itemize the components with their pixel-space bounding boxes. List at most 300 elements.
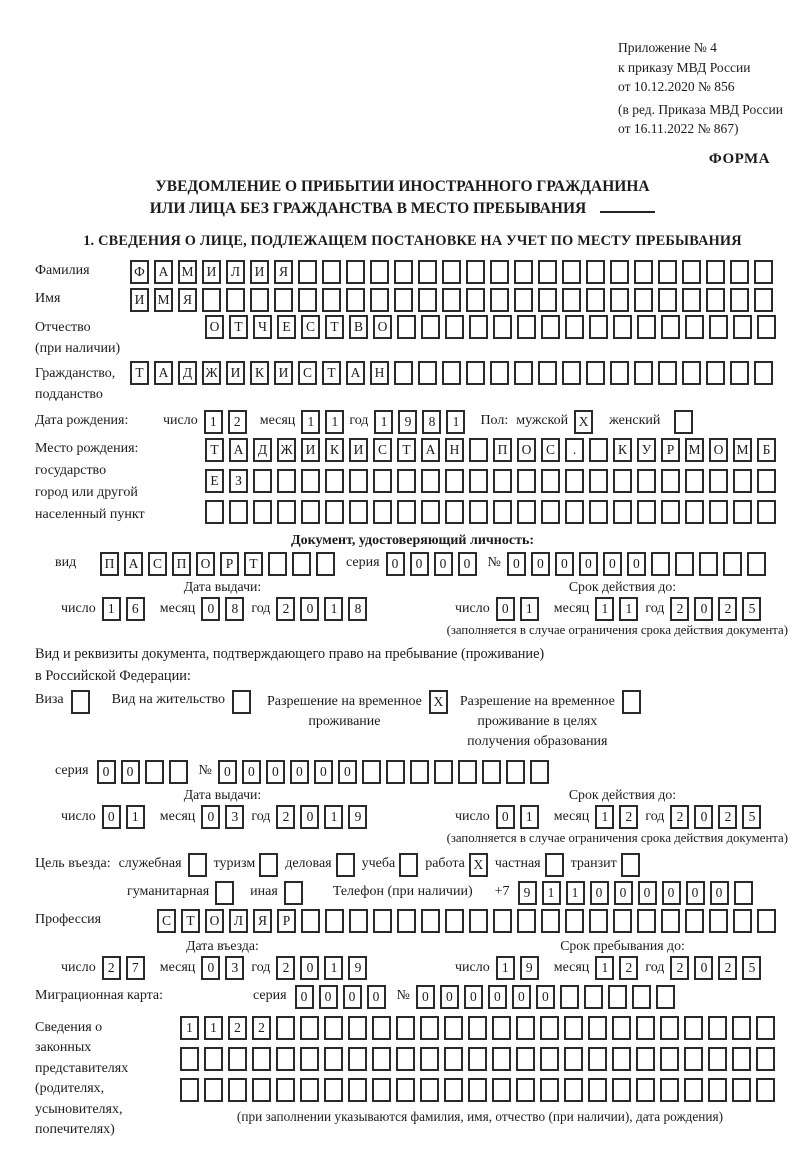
char-cell[interactable] [586, 361, 605, 385]
char-cell[interactable] [661, 315, 680, 339]
char-cell[interactable]: 0 [319, 985, 338, 1009]
char-cell[interactable]: 9 [518, 881, 537, 905]
char-cell[interactable]: 5 [742, 956, 761, 980]
char-cell[interactable]: 1 [324, 956, 343, 980]
char-cell[interactable]: 0 [694, 956, 713, 980]
char-cell[interactable]: Т [181, 909, 200, 933]
char-cell[interactable] [540, 1016, 559, 1040]
char-cell[interactable] [540, 1047, 559, 1071]
checkbox-work[interactable]: X [469, 853, 488, 877]
char-cell[interactable] [420, 1078, 439, 1102]
char-cell[interactable]: 0 [410, 552, 429, 576]
char-cell[interactable]: 0 [458, 552, 477, 576]
char-cell[interactable]: Т [244, 552, 263, 576]
char-cell[interactable]: 1 [619, 597, 638, 621]
char-cell[interactable] [517, 469, 536, 493]
char-cell[interactable] [685, 909, 704, 933]
char-cell[interactable] [565, 909, 584, 933]
char-cell[interactable]: И [202, 260, 221, 284]
char-cell[interactable]: 8 [225, 597, 244, 621]
char-cell[interactable]: 1 [374, 410, 393, 434]
char-cell[interactable]: 9 [398, 410, 417, 434]
char-cell[interactable] [324, 1016, 343, 1040]
char-cell[interactable] [586, 260, 605, 284]
char-cell[interactable] [682, 260, 701, 284]
char-cell[interactable] [586, 288, 605, 312]
char-cell[interactable] [421, 315, 440, 339]
char-cell[interactable] [349, 909, 368, 933]
char-cell[interactable]: О [205, 315, 224, 339]
char-cell[interactable] [253, 500, 272, 524]
char-cell[interactable] [276, 1047, 295, 1071]
char-cell[interactable] [709, 909, 728, 933]
char-cell[interactable] [732, 1047, 751, 1071]
char-cell[interactable]: И [301, 438, 320, 462]
char-cell[interactable]: 0 [590, 881, 609, 905]
char-cell[interactable]: 1 [126, 805, 145, 829]
char-cell[interactable] [541, 500, 560, 524]
char-cell[interactable] [732, 1016, 751, 1040]
char-cell[interactable] [517, 500, 536, 524]
char-cell[interactable] [757, 469, 776, 493]
char-cell[interactable]: И [349, 438, 368, 462]
char-cell[interactable]: 0 [295, 985, 314, 1009]
char-cell[interactable] [442, 361, 461, 385]
char-cell[interactable] [699, 552, 718, 576]
char-cell[interactable]: О [205, 909, 224, 933]
char-cell[interactable] [396, 1016, 415, 1040]
char-cell[interactable] [708, 1047, 727, 1071]
char-cell[interactable] [632, 985, 651, 1009]
char-cell[interactable]: 0 [300, 805, 319, 829]
char-cell[interactable] [538, 260, 557, 284]
char-cell[interactable] [660, 1078, 679, 1102]
char-cell[interactable]: 0 [686, 881, 705, 905]
char-cell[interactable] [373, 909, 392, 933]
char-cell[interactable] [682, 361, 701, 385]
char-cell[interactable]: Е [277, 315, 296, 339]
char-cell[interactable]: 5 [742, 805, 761, 829]
char-cell[interactable]: 2 [276, 805, 295, 829]
char-cell[interactable]: Т [322, 361, 341, 385]
char-cell[interactable] [564, 1016, 583, 1040]
char-cell[interactable] [421, 909, 440, 933]
char-cell[interactable] [145, 760, 164, 784]
char-cell[interactable] [756, 1016, 775, 1040]
char-cell[interactable]: Т [325, 315, 344, 339]
char-cell[interactable] [301, 500, 320, 524]
char-cell[interactable]: К [250, 361, 269, 385]
char-cell[interactable] [637, 315, 656, 339]
char-cell[interactable]: 0 [440, 985, 459, 1009]
char-cell[interactable] [706, 361, 725, 385]
char-cell[interactable] [252, 1078, 271, 1102]
char-cell[interactable]: О [373, 315, 392, 339]
char-cell[interactable]: 0 [102, 805, 121, 829]
char-cell[interactable] [541, 315, 560, 339]
char-cell[interactable] [324, 1078, 343, 1102]
char-cell[interactable]: Т [130, 361, 149, 385]
char-cell[interactable]: С [373, 438, 392, 462]
char-cell[interactable]: 2 [276, 597, 295, 621]
char-cell[interactable]: 0 [201, 805, 220, 829]
char-cell[interactable]: А [124, 552, 143, 576]
char-cell[interactable] [277, 469, 296, 493]
checkbox-humanitarian[interactable] [215, 881, 234, 905]
char-cell[interactable] [516, 1047, 535, 1071]
char-cell[interactable]: 0 [338, 760, 357, 784]
char-cell[interactable]: 0 [343, 985, 362, 1009]
char-cell[interactable]: 0 [662, 881, 681, 905]
char-cell[interactable]: С [148, 552, 167, 576]
char-cell[interactable]: 0 [507, 552, 526, 576]
char-cell[interactable]: А [154, 260, 173, 284]
char-cell[interactable] [660, 1047, 679, 1071]
char-cell[interactable]: А [229, 438, 248, 462]
char-cell[interactable]: 0 [218, 760, 237, 784]
char-cell[interactable] [754, 288, 773, 312]
char-cell[interactable] [397, 469, 416, 493]
char-cell[interactable] [730, 361, 749, 385]
char-cell[interactable] [757, 909, 776, 933]
char-cell[interactable]: 0 [416, 985, 435, 1009]
char-cell[interactable]: Ф [130, 260, 149, 284]
char-cell[interactable]: 0 [434, 552, 453, 576]
char-cell[interactable]: 2 [718, 597, 737, 621]
char-cell[interactable]: 0 [694, 597, 713, 621]
char-cell[interactable]: 1 [324, 805, 343, 829]
char-cell[interactable] [634, 288, 653, 312]
char-cell[interactable]: 1 [520, 805, 539, 829]
char-cell[interactable] [733, 469, 752, 493]
char-cell[interactable] [661, 909, 680, 933]
char-cell[interactable]: 1 [520, 597, 539, 621]
char-cell[interactable]: А [421, 438, 440, 462]
char-cell[interactable]: К [325, 438, 344, 462]
char-cell[interactable] [588, 1078, 607, 1102]
char-cell[interactable]: М [733, 438, 752, 462]
char-cell[interactable]: 1 [595, 956, 614, 980]
char-cell[interactable]: 0 [201, 956, 220, 980]
char-cell[interactable] [685, 315, 704, 339]
checkbox-tourism[interactable] [259, 853, 278, 877]
char-cell[interactable]: Р [277, 909, 296, 933]
char-cell[interactable]: Т [397, 438, 416, 462]
char-cell[interactable] [564, 1078, 583, 1102]
checkbox-private[interactable] [545, 853, 564, 877]
char-cell[interactable] [322, 288, 341, 312]
char-cell[interactable] [684, 1016, 703, 1040]
char-cell[interactable] [386, 760, 405, 784]
char-cell[interactable] [661, 500, 680, 524]
char-cell[interactable]: О [517, 438, 536, 462]
char-cell[interactable]: Я [274, 260, 293, 284]
char-cell[interactable] [394, 260, 413, 284]
char-cell[interactable]: 8 [422, 410, 441, 434]
char-cell[interactable] [540, 1078, 559, 1102]
char-cell[interactable] [372, 1078, 391, 1102]
char-cell[interactable] [514, 288, 533, 312]
char-cell[interactable] [610, 260, 629, 284]
char-cell[interactable] [434, 760, 453, 784]
char-cell[interactable] [684, 1078, 703, 1102]
checkbox-male[interactable]: X [574, 410, 593, 434]
char-cell[interactable]: И [274, 361, 293, 385]
char-cell[interactable] [757, 500, 776, 524]
char-cell[interactable]: Ч [253, 315, 272, 339]
char-cell[interactable] [517, 909, 536, 933]
char-cell[interactable] [372, 1016, 391, 1040]
char-cell[interactable]: 2 [228, 410, 247, 434]
char-cell[interactable] [445, 315, 464, 339]
char-cell[interactable] [468, 1016, 487, 1040]
char-cell[interactable]: 1 [102, 597, 121, 621]
checkbox-other[interactable] [284, 881, 303, 905]
char-cell[interactable] [394, 288, 413, 312]
char-cell[interactable] [490, 260, 509, 284]
char-cell[interactable] [469, 315, 488, 339]
char-cell[interactable] [316, 552, 335, 576]
char-cell[interactable] [613, 500, 632, 524]
char-cell[interactable] [204, 1078, 223, 1102]
char-cell[interactable] [709, 315, 728, 339]
char-cell[interactable]: 0 [290, 760, 309, 784]
char-cell[interactable]: И [250, 260, 269, 284]
char-cell[interactable]: У [637, 438, 656, 462]
char-cell[interactable] [565, 315, 584, 339]
char-cell[interactable]: 2 [718, 956, 737, 980]
char-cell[interactable] [397, 315, 416, 339]
char-cell[interactable] [517, 315, 536, 339]
char-cell[interactable]: 2 [619, 805, 638, 829]
char-cell[interactable] [458, 760, 477, 784]
char-cell[interactable]: 2 [670, 597, 689, 621]
char-cell[interactable] [490, 361, 509, 385]
char-cell[interactable] [469, 438, 488, 462]
char-cell[interactable]: 6 [126, 597, 145, 621]
char-cell[interactable] [421, 500, 440, 524]
char-cell[interactable] [396, 1047, 415, 1071]
char-cell[interactable] [658, 288, 677, 312]
char-cell[interactable] [708, 1078, 727, 1102]
char-cell[interactable] [322, 260, 341, 284]
char-cell[interactable] [516, 1016, 535, 1040]
char-cell[interactable]: 0 [694, 805, 713, 829]
char-cell[interactable] [268, 552, 287, 576]
char-cell[interactable] [410, 760, 429, 784]
char-cell[interactable] [756, 1047, 775, 1071]
char-cell[interactable]: 1 [180, 1016, 199, 1040]
char-cell[interactable]: 0 [627, 552, 646, 576]
char-cell[interactable]: Р [661, 438, 680, 462]
char-cell[interactable]: 1 [542, 881, 561, 905]
char-cell[interactable] [394, 361, 413, 385]
char-cell[interactable] [348, 1016, 367, 1040]
char-cell[interactable] [564, 1047, 583, 1071]
char-cell[interactable] [514, 260, 533, 284]
char-cell[interactable]: С [301, 315, 320, 339]
char-cell[interactable] [202, 288, 221, 312]
char-cell[interactable]: 1 [496, 956, 515, 980]
char-cell[interactable] [493, 500, 512, 524]
char-cell[interactable]: 2 [102, 956, 121, 980]
char-cell[interactable] [538, 288, 557, 312]
char-cell[interactable]: А [154, 361, 173, 385]
char-cell[interactable] [589, 469, 608, 493]
checkbox-temp-residence[interactable]: X [429, 690, 448, 714]
char-cell[interactable]: 0 [314, 760, 333, 784]
char-cell[interactable]: 1 [325, 410, 344, 434]
char-cell[interactable] [589, 500, 608, 524]
char-cell[interactable] [565, 500, 584, 524]
char-cell[interactable] [709, 500, 728, 524]
char-cell[interactable]: 1 [446, 410, 465, 434]
char-cell[interactable] [469, 500, 488, 524]
char-cell[interactable] [636, 1016, 655, 1040]
char-cell[interactable]: Я [253, 909, 272, 933]
char-cell[interactable] [372, 1047, 391, 1071]
char-cell[interactable]: 0 [512, 985, 531, 1009]
char-cell[interactable] [541, 469, 560, 493]
char-cell[interactable] [636, 1078, 655, 1102]
char-cell[interactable]: 0 [496, 597, 515, 621]
char-cell[interactable] [562, 260, 581, 284]
char-cell[interactable]: Ж [202, 361, 221, 385]
char-cell[interactable] [708, 1016, 727, 1040]
char-cell[interactable]: С [541, 438, 560, 462]
char-cell[interactable] [733, 909, 752, 933]
char-cell[interactable]: . [565, 438, 584, 462]
char-cell[interactable] [445, 909, 464, 933]
char-cell[interactable] [397, 500, 416, 524]
char-cell[interactable]: 0 [603, 552, 622, 576]
char-cell[interactable] [634, 260, 653, 284]
char-cell[interactable] [180, 1078, 199, 1102]
char-cell[interactable]: О [196, 552, 215, 576]
char-cell[interactable] [756, 1078, 775, 1102]
checkbox-study[interactable] [399, 853, 418, 877]
char-cell[interactable] [346, 260, 365, 284]
char-cell[interactable]: 3 [225, 956, 244, 980]
char-cell[interactable] [757, 315, 776, 339]
char-cell[interactable]: З [229, 469, 248, 493]
char-cell[interactable] [706, 260, 725, 284]
char-cell[interactable] [637, 909, 656, 933]
char-cell[interactable] [468, 1078, 487, 1102]
char-cell[interactable] [466, 288, 485, 312]
char-cell[interactable] [589, 909, 608, 933]
char-cell[interactable]: 7 [126, 956, 145, 980]
char-cell[interactable] [444, 1078, 463, 1102]
char-cell[interactable]: М [178, 260, 197, 284]
checkbox-temp-residence-edu[interactable] [622, 690, 641, 714]
char-cell[interactable]: И [226, 361, 245, 385]
char-cell[interactable] [466, 260, 485, 284]
char-cell[interactable]: 0 [496, 805, 515, 829]
char-cell[interactable] [588, 1016, 607, 1040]
char-cell[interactable]: О [709, 438, 728, 462]
char-cell[interactable] [301, 909, 320, 933]
char-cell[interactable]: 9 [520, 956, 539, 980]
char-cell[interactable] [373, 469, 392, 493]
char-cell[interactable] [482, 760, 501, 784]
char-cell[interactable]: Е [205, 469, 224, 493]
char-cell[interactable]: 2 [228, 1016, 247, 1040]
char-cell[interactable] [444, 1016, 463, 1040]
char-cell[interactable] [300, 1047, 319, 1071]
char-cell[interactable] [180, 1047, 199, 1071]
char-cell[interactable] [530, 760, 549, 784]
char-cell[interactable] [298, 288, 317, 312]
char-cell[interactable] [685, 500, 704, 524]
char-cell[interactable] [493, 909, 512, 933]
char-cell[interactable]: 0 [710, 881, 729, 905]
char-cell[interactable]: В [349, 315, 368, 339]
char-cell[interactable]: Т [205, 438, 224, 462]
char-cell[interactable] [493, 469, 512, 493]
char-cell[interactable] [468, 1047, 487, 1071]
char-cell[interactable]: 1 [204, 410, 223, 434]
char-cell[interactable] [418, 361, 437, 385]
char-cell[interactable]: 0 [97, 760, 116, 784]
char-cell[interactable] [274, 288, 293, 312]
char-cell[interactable] [349, 500, 368, 524]
char-cell[interactable]: К [613, 438, 632, 462]
char-cell[interactable]: 8 [348, 597, 367, 621]
char-cell[interactable] [541, 909, 560, 933]
char-cell[interactable] [754, 260, 773, 284]
char-cell[interactable] [325, 500, 344, 524]
char-cell[interactable]: 0 [614, 881, 633, 905]
char-cell[interactable] [418, 288, 437, 312]
char-cell[interactable] [228, 1047, 247, 1071]
checkbox-business[interactable] [336, 853, 355, 877]
char-cell[interactable] [349, 469, 368, 493]
char-cell[interactable]: 0 [266, 760, 285, 784]
char-cell[interactable]: 0 [367, 985, 386, 1009]
char-cell[interactable] [589, 315, 608, 339]
char-cell[interactable] [445, 469, 464, 493]
char-cell[interactable]: 2 [670, 805, 689, 829]
char-cell[interactable] [562, 361, 581, 385]
char-cell[interactable] [169, 760, 188, 784]
char-cell[interactable] [469, 909, 488, 933]
char-cell[interactable] [373, 500, 392, 524]
char-cell[interactable] [490, 288, 509, 312]
char-cell[interactable] [492, 1047, 511, 1071]
char-cell[interactable] [613, 469, 632, 493]
char-cell[interactable]: 3 [225, 805, 244, 829]
char-cell[interactable] [226, 288, 245, 312]
char-cell[interactable]: Т [229, 315, 248, 339]
char-cell[interactable] [442, 260, 461, 284]
char-cell[interactable] [589, 438, 608, 462]
char-cell[interactable] [685, 469, 704, 493]
char-cell[interactable] [723, 552, 742, 576]
char-cell[interactable]: 0 [242, 760, 261, 784]
char-cell[interactable]: Л [226, 260, 245, 284]
char-cell[interactable] [684, 1047, 703, 1071]
char-cell[interactable] [656, 985, 675, 1009]
char-cell[interactable] [469, 469, 488, 493]
char-cell[interactable] [492, 1078, 511, 1102]
char-cell[interactable] [658, 260, 677, 284]
char-cell[interactable] [204, 1047, 223, 1071]
char-cell[interactable]: 1 [566, 881, 585, 905]
char-cell[interactable]: 0 [638, 881, 657, 905]
char-cell[interactable] [588, 1047, 607, 1071]
char-cell[interactable]: 9 [348, 805, 367, 829]
